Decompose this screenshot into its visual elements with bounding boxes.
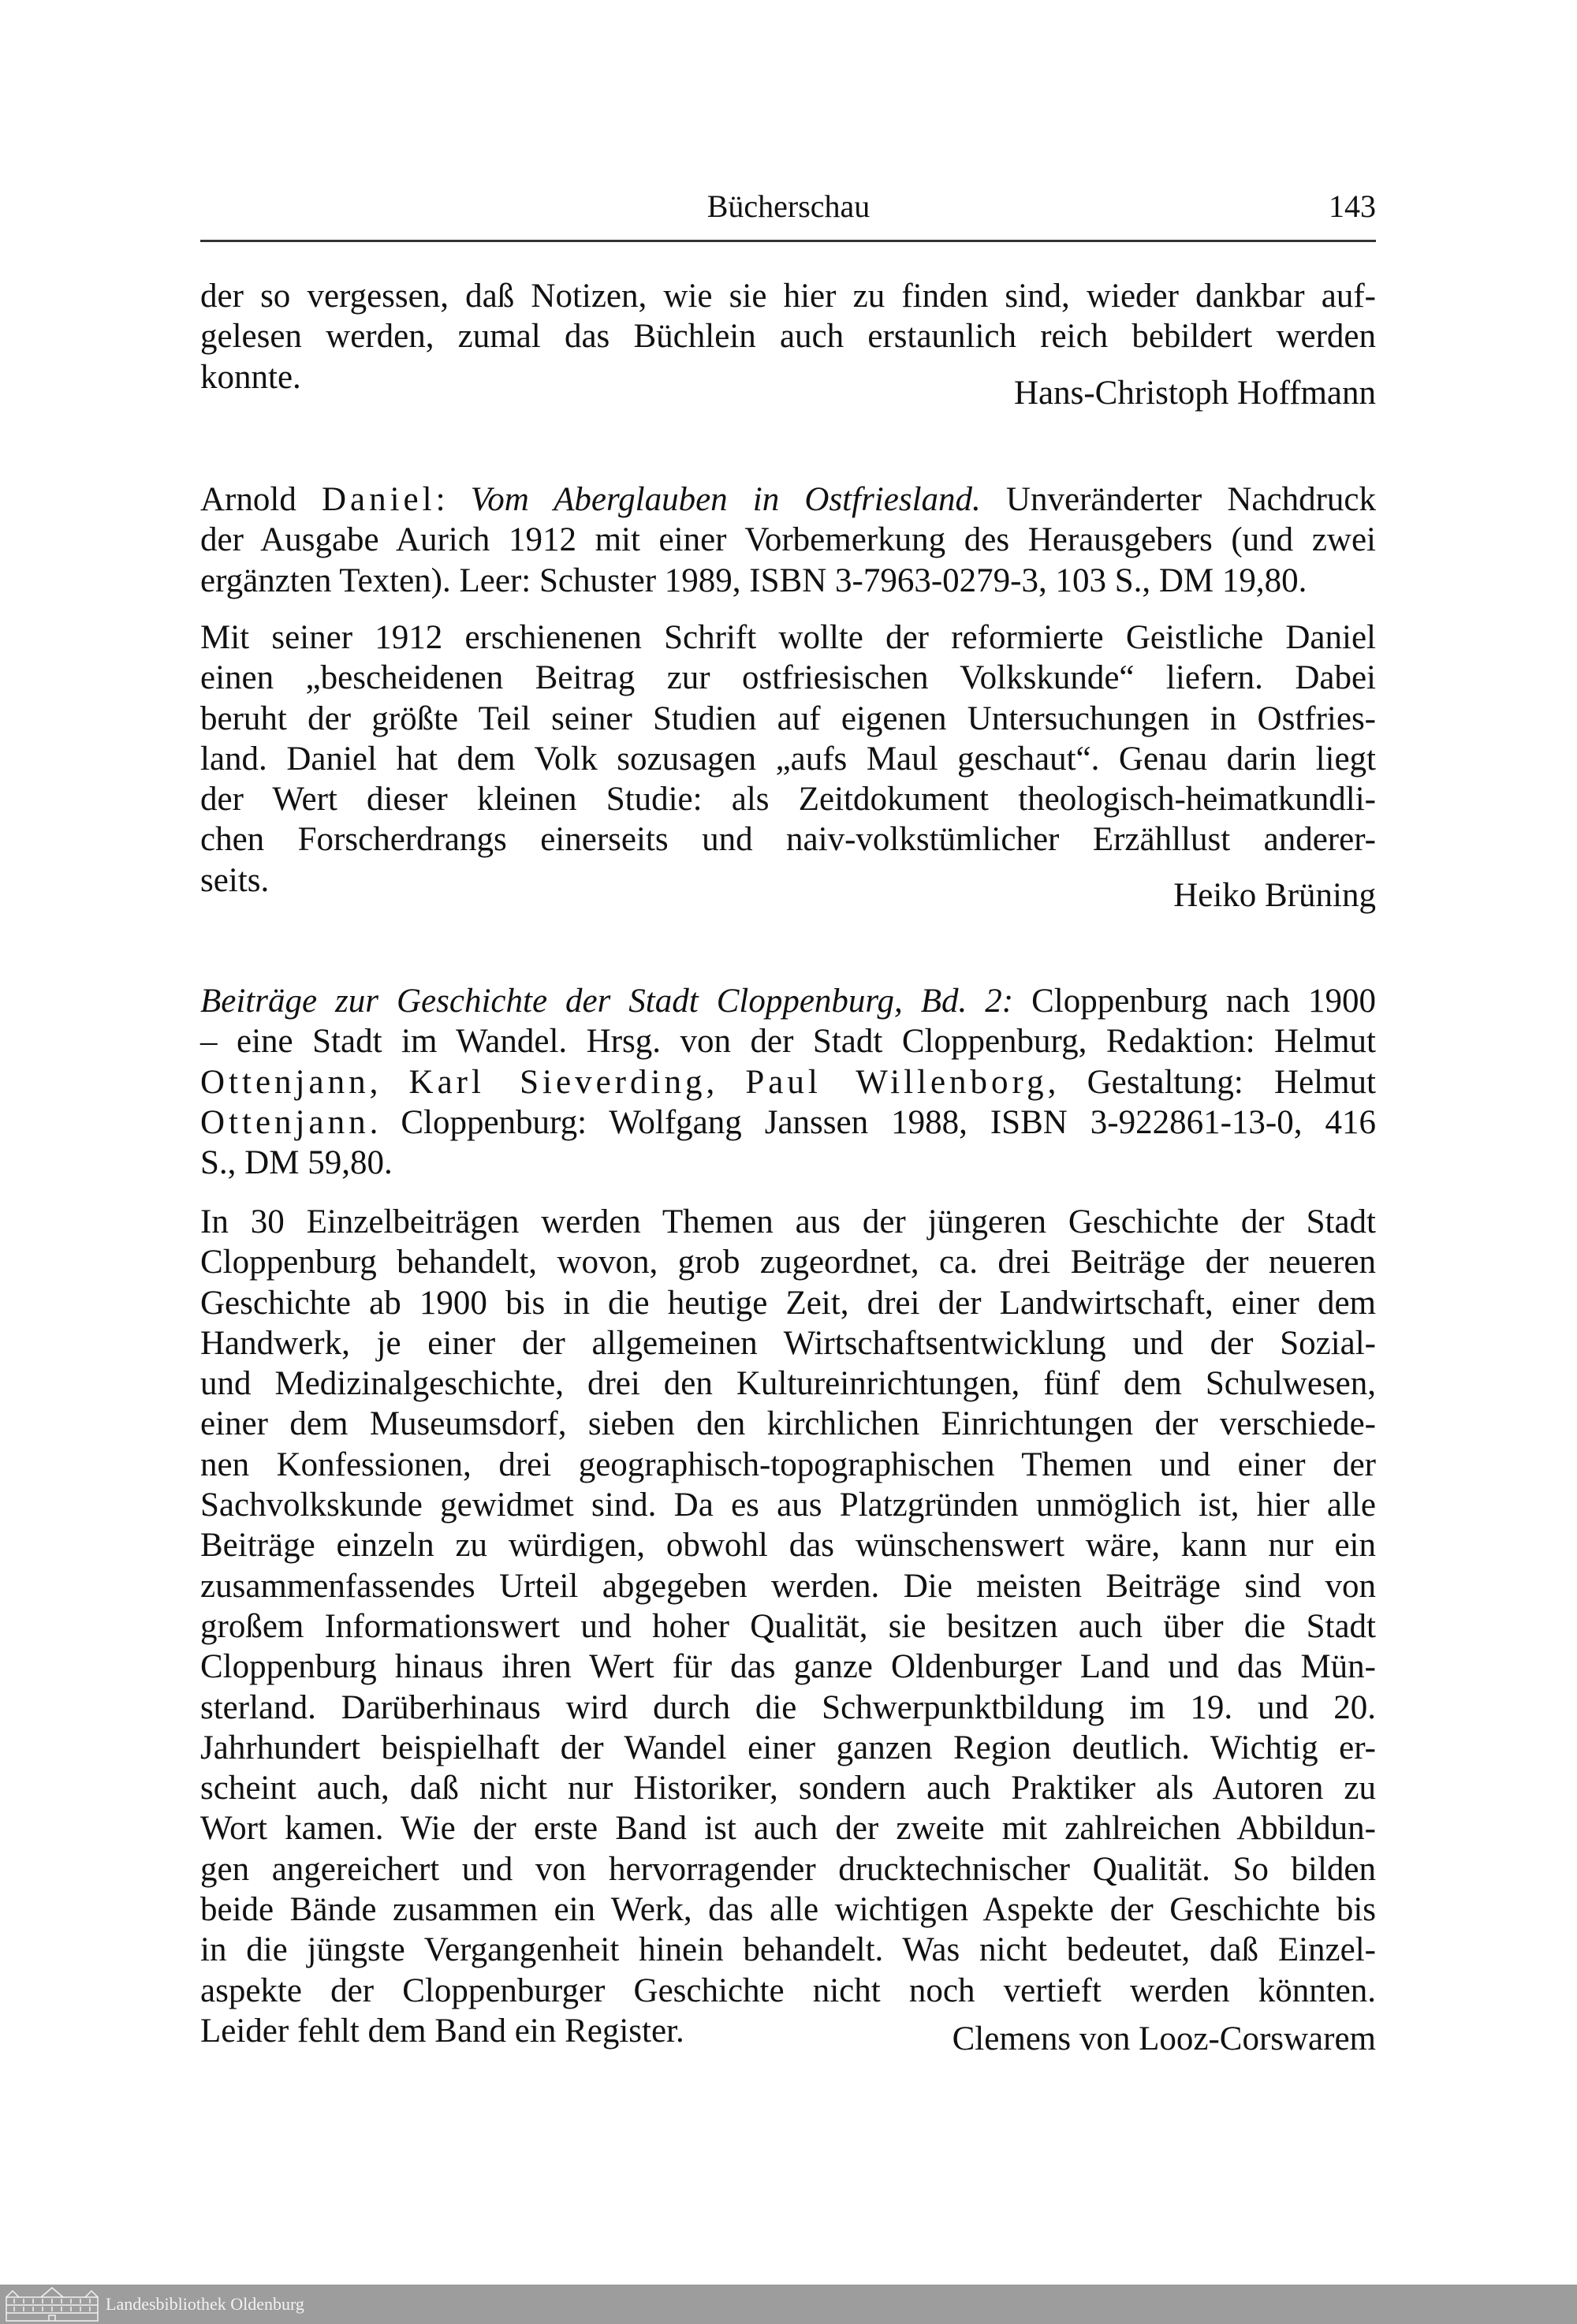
- review2-reviewer: Heiko Brüning: [1173, 877, 1376, 914]
- citation-line: [200, 479, 1376, 520]
- text-line: der so vergessen, daß Notizen, wie sie hier zu finden sind, wieder dankbar auf-: [200, 278, 1376, 315]
- text-line: einer dem Museumsdorf, sieben den kirchlichen Einrichtungen der verschiede-: [200, 1405, 1376, 1443]
- citation-text: :: [435, 481, 471, 518]
- text-line: Cloppenburg hinaus ihren Wert für das ganze Oldenburger Land und das Mün-: [200, 1648, 1376, 1686]
- text-line: gen angereichert und von hervorragender drucktechnischer Qualität. So bilden: [200, 1850, 1376, 1888]
- text-line: In 30 Einzelbeiträgen werden Themen aus der jüngeren Geschichte der Stadt: [200, 1203, 1376, 1240]
- citation-line: [200, 561, 1376, 601]
- review3-reviewer: Clemens von Looz-Corswarem: [952, 2020, 1376, 2057]
- review3-text: [200, 1202, 1376, 2051]
- citation-line: [200, 520, 1376, 560]
- text-line: Leider fehlt dem Band ein Register.: [200, 2012, 684, 2050]
- text-line: aspekte der Cloppenburger Geschichte nicht noch vertieft werden könnten.: [200, 1971, 1376, 2009]
- text-line: scheint auch, daß nicht nur Historiker, sondern auch Praktiker als Autoren zu: [200, 1770, 1376, 1807]
- text-line: Geschichte ab 1900 bis in die heutige Zeit, drei der Landwirtschaft, einer dem: [200, 1284, 1376, 1322]
- review3-citation: [200, 981, 1376, 1183]
- text-line: Wort kamen. Wie der erste Band ist auch der zweite mit zahlreichen Abbildun-: [200, 1810, 1376, 1848]
- citation-text: ergänzten Texten). Leer: Schuster 1989, ISBN 3-7963-0279-3, 103 S., DM 19,80.: [200, 561, 1307, 599]
- citation-line: [200, 1143, 1376, 1183]
- citation-line: [200, 1062, 1376, 1102]
- text-line: Handwerk, je einer der allgemeinen Wirtschaftsentwicklung und der Sozial-: [200, 1324, 1376, 1362]
- citation-text: der Ausgabe Aurich 1912 mit einer Vorbemerkung des Herausgebers (und zwei: [200, 521, 1376, 559]
- text-line: Beiträge einzeln zu würdigen, obwohl das wünschenswert wäre, kann nur ein: [200, 1527, 1376, 1565]
- text-line: einen „bescheidenen Beitrag zur ostfriesischen Volkskunde“ liefern. Dabei: [200, 659, 1376, 697]
- citation-text: Arnold: [200, 481, 322, 518]
- citation-line: [200, 1102, 1376, 1143]
- citation-text: Cloppenburg nach 1900: [1013, 983, 1376, 1020]
- text-line: Sachvolkskunde gewidmet sind. Da es aus Platzgründen unmöglich ist, hier alle: [200, 1487, 1376, 1524]
- text-line: Jahrhundert beispielhaft der Wandel einer ganzen Region deutlich. Wichtig er-: [200, 1729, 1376, 1766]
- citation-name: Karl Sieverding: [408, 1063, 706, 1101]
- citation-name: Ottenjann: [200, 1103, 370, 1141]
- citation-line: [200, 981, 1376, 1021]
- page-number: 143: [1329, 188, 1376, 224]
- library-footer-bar: [0, 2285, 1577, 2324]
- review2-text: [200, 617, 1376, 901]
- running-title: Bücherschau: [706, 188, 871, 224]
- text-line: in die jüngste Vergangenheit hinein behandelt. Was nicht bedeutet, daß Einzel-: [200, 1931, 1376, 1969]
- citation-text: ,: [369, 1063, 409, 1101]
- text-line: der Wert dieser kleinen Studie: als Zeitdokument theologisch-heimatkundli-: [200, 781, 1376, 819]
- citation-title: Vom Aberglauben in Ostfriesland.: [470, 481, 981, 518]
- library-name: Landesbibliothek Oldenburg: [106, 2294, 304, 2314]
- citation-name: Daniel: [321, 481, 436, 518]
- citation-text: , Gestaltung: Helmut: [1047, 1063, 1376, 1101]
- header-rule: [200, 240, 1376, 242]
- text-line: seits.: [200, 861, 270, 899]
- text-line: beruht der größte Teil seiner Studien auf eigenen Untersuchungen in Ostfries-: [200, 699, 1376, 737]
- text-line: und Medizinalgeschichte, drei den Kultureinrichtungen, fünf dem Schulwesen,: [200, 1365, 1376, 1403]
- text-line: gelesen werden, zumal das Büchlein auch erstaunlich reich bebildert werden: [200, 318, 1376, 356]
- review2-citation: [200, 479, 1376, 601]
- text-line: chen Forscherdrangs einerseits und naiv-volkstümlicher Erzähllust anderer-: [200, 821, 1376, 859]
- text-line: zusammenfassendes Urteil abgegeben werden. Die meisten Beiträge sind von: [200, 1567, 1376, 1605]
- text-line: großem Informationswert und hoher Qualität, sie besitzen auch über die Stadt: [200, 1607, 1376, 1645]
- text-line: Cloppenburg behandelt, wovon, grob zugeordnet, ca. drei Beiträge der neueren: [200, 1244, 1376, 1281]
- citation-text: Unveränderter Nachdruck: [980, 481, 1377, 518]
- text-line: sterland. Darüberhinaus wird durch die Schwerpunktbildung im 19. und 20.: [200, 1688, 1376, 1726]
- citation-name: Paul Willenborg: [745, 1063, 1048, 1101]
- text-line: nen Konfessionen, drei geographisch-topographischen Themen und einer der: [200, 1446, 1376, 1483]
- citation-text: ,: [706, 1063, 746, 1101]
- citation-line: [200, 1021, 1376, 1061]
- text-line: Mit seiner 1912 erschienenen Schrift wollte der reformierte Geistliche Daniel: [200, 619, 1376, 656]
- citation-title: Beiträge zur Geschichte der Stadt Cloppenburg, Bd. 2:: [200, 983, 1014, 1020]
- text-line: land. Daniel hat dem Volk sozusagen „aufs Maul geschaut“. Genau darin liegt: [200, 740, 1376, 778]
- citation-text: . Cloppenburg: Wolfgang Janssen 1988, ISBN 3-922861-13-0, 416: [369, 1103, 1376, 1141]
- text-line: beide Bände zusammen ein Werk, das alle wichtigen Aspekte der Geschichte bis: [200, 1891, 1376, 1929]
- text-line: konnte.: [200, 358, 301, 396]
- citation-text: – eine Stadt im Wandel. Hrsg. von der Stadt Cloppenburg, Redaktion: Helmut: [200, 1023, 1376, 1061]
- citation-text: S., DM 59,80.: [200, 1144, 393, 1182]
- citation-name: Ottenjann: [200, 1063, 370, 1101]
- library-building-icon: [5, 2286, 99, 2322]
- review1-reviewer: Hans-Christoph Hoffmann: [1013, 375, 1376, 412]
